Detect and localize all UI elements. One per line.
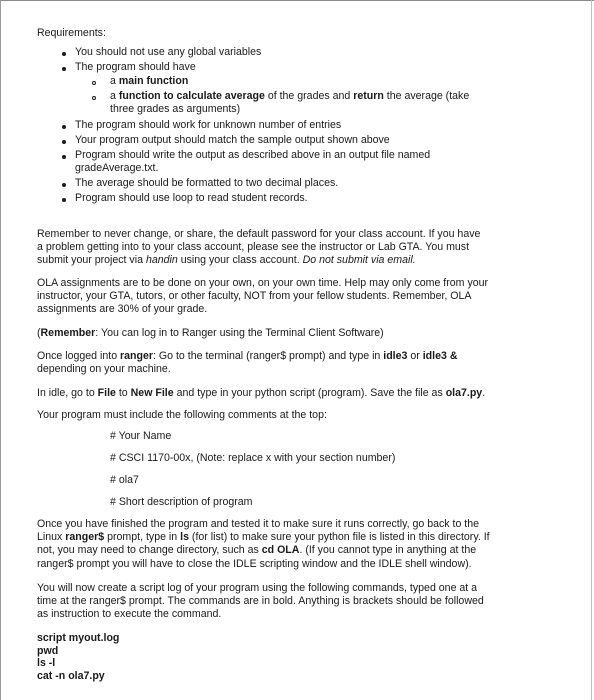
requirement-item: Program should use loop to read student records. bbox=[75, 192, 308, 204]
ranger-login-note: (Remember: You can log in to Ranger using the Terminal Client Software) bbox=[37, 327, 384, 339]
bullet-icon bbox=[62, 52, 66, 56]
requirements-heading: Requirements: bbox=[37, 27, 106, 39]
requirement-item: The average should be formatted to two decimal places. bbox=[75, 177, 339, 189]
ola-policy-paragraph: OLA assignments are to be done on your own, on your own time. Help may only come from your instructor, your GTA, tutors, or other faculty, NOT from your fellow students. Remember, OLA assignments are 30% of your grade. bbox=[37, 277, 489, 316]
subitem-average-function-cont: three grades as arguments) bbox=[110, 103, 241, 115]
command-line: ls -l bbox=[37, 657, 56, 669]
requirement-item: The program should work for unknown number of entries bbox=[75, 119, 342, 131]
subitem-main-function: a main function bbox=[110, 75, 189, 87]
subitem-average-function: a function to calculate average of the grades and return the average (take bbox=[110, 90, 470, 102]
hollow-bullet-icon bbox=[92, 81, 96, 85]
requirement-item: Program should write the output as described above in an output file named bbox=[75, 149, 431, 161]
password-paragraph: Remember to never change, or share, the default password for your class account. If you have a problem getting into to your class account, please see the instructor or Lab GTA. You must submit your project via handin using your class account. Do not submit via email. bbox=[37, 228, 481, 267]
comment-line: # Your Name bbox=[110, 430, 172, 442]
page-right-border bbox=[591, 0, 592, 700]
command-line: script myout.log bbox=[37, 632, 120, 644]
bullet-icon bbox=[62, 125, 66, 129]
verify-program-paragraph: Once you have finished the program and tested it to make sure it runs correctly, go back to the Linux ranger$ prompt, type in ls (for list) to make sure your python file is listed in this directory. If not, you may need to change directory, such as cd OLA. (If you cannot type in anything at the ranger$ prompt you will have to close the IDLE scripting window and the IDLE shell window). bbox=[37, 518, 490, 570]
comment-line: # ola7 bbox=[110, 474, 139, 486]
requirement-item: You should not use any global variables bbox=[75, 46, 262, 58]
bullet-icon bbox=[62, 198, 66, 202]
idle-instructions-paragraph: Once logged into ranger: Go to the terminal (ranger$ prompt) and type in idle3 or idle3 & depending on your machine. bbox=[37, 350, 458, 376]
bullet-icon bbox=[62, 140, 66, 144]
requirement-item-cont: gradeAverage.txt. bbox=[75, 162, 159, 174]
command-list bbox=[37, 632, 119, 682]
command-line: pwd bbox=[37, 644, 59, 657]
requirement-item: The program should have bbox=[75, 61, 196, 73]
hollow-bullet-icon bbox=[92, 96, 96, 100]
comment-line: # CSCI 1170-00x, (Note: replace x with your section number) bbox=[110, 452, 396, 464]
bullet-icon bbox=[62, 67, 66, 71]
comments-intro: Your program must include the following comments at the top: bbox=[37, 409, 327, 421]
page-top-border bbox=[0, 0, 594, 1]
page-left-border bbox=[0, 0, 1, 700]
comment-line: # Short description of program bbox=[110, 496, 253, 508]
bullet-icon bbox=[62, 155, 66, 159]
command-line: cat -n ola7.py bbox=[37, 669, 105, 682]
requirement-item: Your program output should match the sample output shown above bbox=[75, 134, 390, 146]
new-file-instructions: In idle, go to File to New File and type in your python script (program). Save the file as ola7.py. bbox=[37, 387, 486, 399]
bullet-icon bbox=[62, 183, 66, 187]
script-log-paragraph: You will now create a script log of your program using the following commands, typed one at a time at the ranger$ prompt. The commands are in bold. Anything is brackets should be followed as instruction to execute the command. bbox=[37, 582, 484, 621]
